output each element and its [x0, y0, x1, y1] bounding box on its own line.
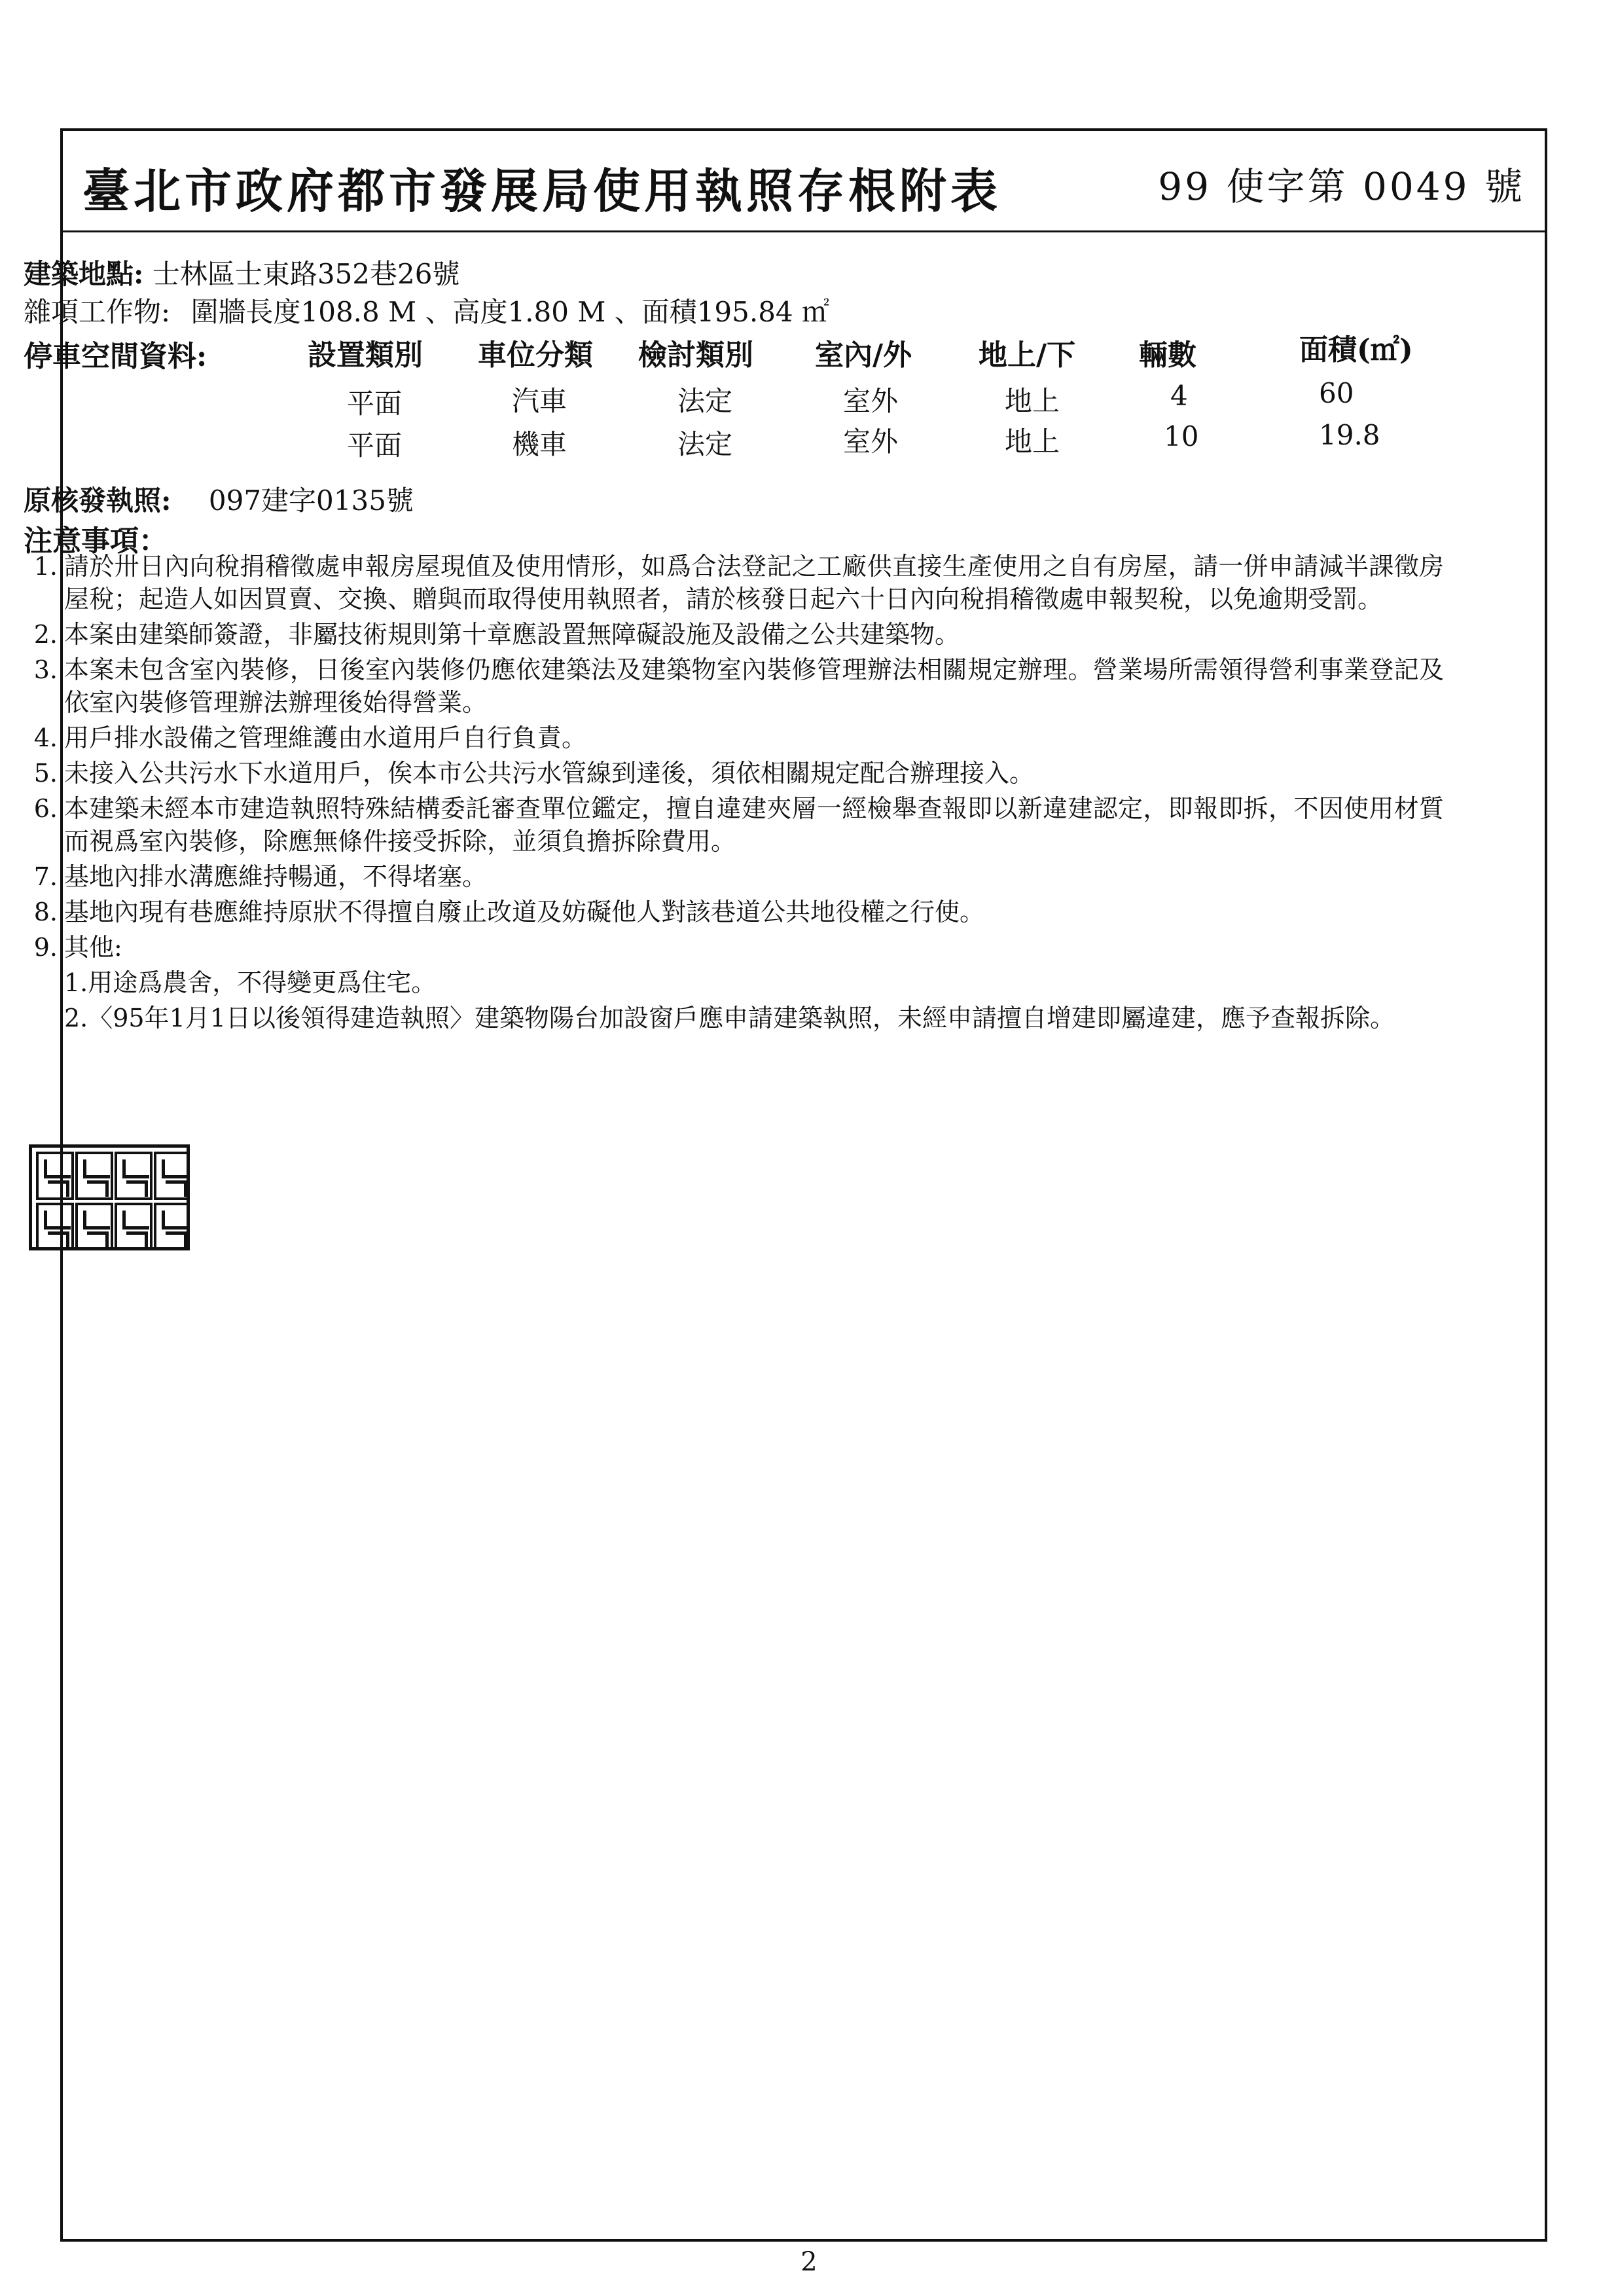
note-item: [24, 618, 1444, 651]
parking-cell: 法定: [677, 385, 733, 417]
parking-header: 地上/下: [979, 338, 1076, 372]
note-number: 7.: [33, 862, 58, 891]
sub-note-text: 1.用途爲農舍，不得變更爲住宅。: [64, 968, 437, 997]
document-title: 臺北市政府都市發展局使用執照存根附表: [82, 163, 1002, 219]
parking-cell: 19.8: [1319, 419, 1380, 451]
note-number: 6.: [33, 794, 58, 823]
parking-header: 室內/外: [815, 338, 912, 372]
parking-cell: 地上: [1005, 426, 1060, 458]
notes-heading: 注意事項：: [24, 524, 168, 558]
address-line: [24, 253, 459, 292]
parking-cell: 4: [1170, 380, 1188, 412]
note-text: 基地內現有巷應維持原狀不得擅自廢止改道及妨礙他人對該巷道公共地役權之行使。: [64, 898, 985, 926]
parking-cell: 地上: [1005, 385, 1060, 417]
note-text: 請於卅日內向稅捐稽徵處申報房屋現值及使用情形，如爲合法登記之工廠供直接生產使用之自有房屋，請一併申請減半課徵房屋稅；起造人如因買賣、交換、贈與而取得使用執照者，請於核發日起六十日內向稅捐稽徵處申報契稅，以免逾期受罰。: [64, 552, 1444, 613]
note-number: 2.: [33, 620, 58, 649]
note-number: 9.: [33, 933, 58, 962]
parking-cell: 平面: [347, 388, 403, 420]
address-value: 士林區士東路352巷26號: [143, 258, 460, 290]
note-text: 未接入公共污水下水道用戶，俟本市公共污水管線到達後，須依相關規定配合辦理接入。: [64, 759, 1035, 788]
parking-header: 輛數: [1139, 338, 1196, 372]
note-item: [24, 550, 1444, 615]
parking-cell: 室外: [843, 426, 899, 458]
official-seal-stamp: [29, 1144, 190, 1250]
note-item: [24, 896, 1444, 928]
note-text: 其他:: [64, 933, 122, 962]
note-text: 本建築未經本市建造執照特殊結構委託審查單位鑑定，擅自違建夾層一經檢舉查報即以新違建認定，即報即拆，不因使用材質而視爲室內裝修，除應無條件接受拆除，並須負擔拆除費用。: [64, 794, 1444, 856]
title-row: [63, 131, 1545, 232]
parking-cell: 汽車: [512, 385, 567, 417]
original-license-line: [24, 479, 414, 519]
page-number: 2: [800, 2247, 818, 2277]
sub-note: [24, 1002, 1444, 1034]
note-number: 3.: [33, 655, 58, 684]
note-item: [24, 860, 1444, 893]
note-item: [24, 721, 1444, 754]
parking-header: 檢討類別: [638, 338, 753, 372]
note-text: 本案由建築師簽證，非屬技術規則第十章應設置無障礙設施及設備之公共建築物。: [64, 620, 960, 649]
sub-note: [24, 966, 1444, 999]
parking-header: 設置類別: [308, 338, 423, 372]
parking-cell: 機車: [512, 428, 567, 460]
note-text: 本案未包含室內裝修，日後室內裝修仍應依建築法及建築物室內裝修管理辦法相關規定辦理。營業場所需領得營利事業登記及依室內裝修管理辦法辦理後始得營業。: [64, 655, 1444, 717]
note-text: 基地內排水溝應維持暢通，不得堵塞。: [64, 862, 488, 891]
parking-cell: 平面: [347, 429, 403, 462]
sub-note-text: 2.〈95年1月1日以後領得建造執照〉建築物陽台加設窗戶應申請建築執照，未經申請擅自增建即屬違建，應予查報拆除。: [64, 1004, 1395, 1032]
parking-cell: 10: [1164, 420, 1199, 452]
permit-number: 99 使字第 0049 號: [1158, 164, 1525, 209]
note-item: [24, 931, 1444, 964]
note-text: 用戶排水設備之管理維護由水道用戶自行負責。: [64, 723, 587, 752]
parking-header: 車位分類: [478, 338, 593, 372]
misc-line: [24, 291, 829, 330]
parking-cell: 室外: [843, 385, 899, 417]
parking-cell: 60: [1319, 377, 1354, 409]
parking-cell: 法定: [677, 428, 733, 460]
parking-label: 停車空間資料:: [24, 340, 207, 373]
original-license-label: 原核發執照:: [24, 484, 171, 517]
note-item: [24, 653, 1444, 719]
misc-label: 雜項工作物:: [24, 296, 171, 328]
address-label: 建築地點:: [24, 258, 144, 290]
note-number: 1.: [33, 552, 58, 581]
parking-header: 面積(㎡): [1299, 333, 1413, 367]
note-item: [24, 792, 1444, 858]
misc-value: 圍牆長度108.8 M 、高度1.80 M 、面積195.84 ㎡: [190, 296, 829, 328]
note-number: 8.: [33, 898, 58, 926]
note-number: 4.: [33, 723, 58, 752]
note-item: [24, 757, 1444, 790]
note-number: 5.: [33, 759, 58, 788]
notes-list: [24, 550, 1444, 1037]
original-license-value: 097建字0135號: [208, 484, 414, 517]
